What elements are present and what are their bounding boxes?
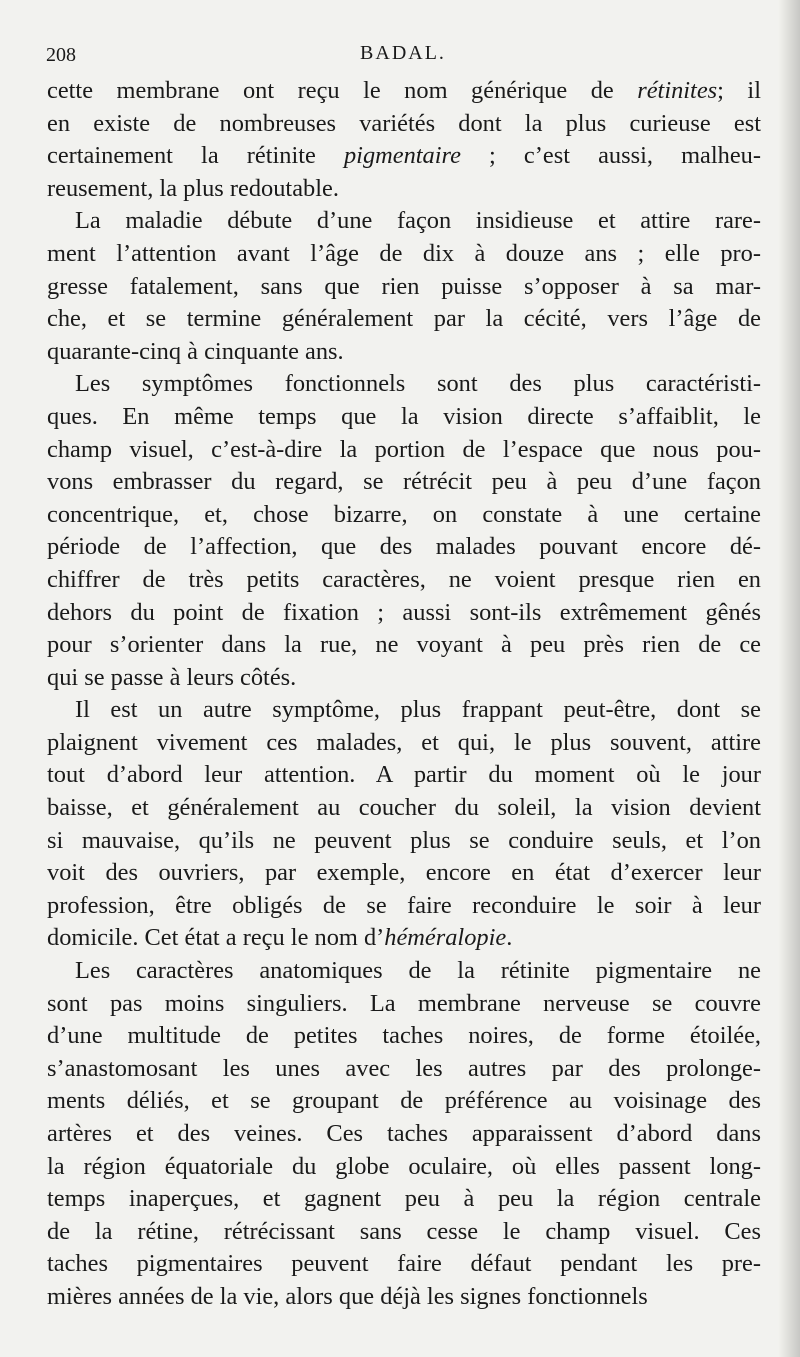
text-line (47, 531, 761, 564)
text-line (47, 1216, 761, 1249)
page-header (46, 40, 760, 70)
text-run: che, et se termine généralement par la cécité, vers l’âge de (47, 305, 761, 333)
text-line (47, 173, 761, 206)
text-line (47, 694, 761, 727)
text-line (47, 205, 761, 238)
text-run: domicile. Cet état a reçu le nom d’ (47, 924, 385, 952)
text-run: champ visuel, c’est-à-dire la portion de l’espace que nous pou- (47, 435, 761, 463)
page-edge-shadow (778, 0, 800, 1357)
text-run: gresse fatalement, sans que rien puisse s’opposer à sa mar- (47, 272, 761, 300)
italic-term: héméralopie (384, 924, 507, 952)
text-line (47, 857, 761, 890)
text-run: ques. En même temps que la vision directe s’affaiblit, le (47, 402, 761, 430)
text-line (47, 1118, 761, 1151)
text-line (47, 75, 761, 108)
text-run: s’anastomosant les unes avec les autres par des prolonge- (47, 1054, 761, 1082)
text-line (47, 988, 761, 1021)
text-run: mières années de la vie, alors que déjà les signes fonctionnels (47, 1282, 648, 1310)
text-line (47, 955, 761, 988)
text-run: ments déliés, et se groupant de préférence au voisinage des (47, 1087, 761, 1115)
text-line (47, 727, 761, 760)
text-line (47, 1248, 761, 1281)
text-line (47, 1020, 761, 1053)
text-line (47, 1183, 761, 1216)
text-run: ment l’attention avant l’âge de dix à douze ans ; elle pro- (47, 239, 761, 267)
text-run: Les symptômes fonctionnels sont des plus caractéristi- (75, 370, 761, 398)
text-run: concentrique, et, chose bizarre, on constate à une certaine (47, 500, 761, 528)
text-line (47, 792, 761, 825)
paragraph (47, 955, 761, 1314)
text-run: La maladie débute d’une façon insidieuse et attire rare- (75, 207, 761, 235)
text-line (47, 922, 761, 955)
text-run: taches pigmentaires peuvent faire défaut pendant les pre- (47, 1250, 761, 1278)
text-line (47, 336, 761, 369)
text-run: période de l’affection, que des malades pouvant encore dé- (47, 533, 761, 561)
text-line (47, 466, 761, 499)
text-run: dehors du point de fixation ; aussi sont-ils extrêmement gênés (47, 598, 761, 626)
text-line (47, 564, 761, 597)
text-run: certainement la rétinite (47, 142, 344, 170)
text-line (47, 597, 761, 630)
running-head: BADAL. (360, 42, 446, 64)
text-line (47, 108, 761, 141)
text-line (47, 238, 761, 271)
text-run: en existe de nombreuses variétés dont la plus curieuse est (47, 109, 761, 137)
text-line (47, 1281, 761, 1314)
text-run: baisse, et généralement au coucher du soleil, la vision devient (47, 794, 761, 822)
text-line (47, 662, 761, 695)
text-line (47, 401, 761, 434)
text-run: artères et des veines. Ces taches apparaissent d’abord dans (47, 1120, 761, 1147)
text-run: temps inaperçues, et gagnent peu à peu la région centrale (47, 1185, 761, 1213)
text-line (47, 1085, 761, 1118)
text-run: vons embrasser du regard, se rétrécit peu à peu d’une façon (47, 468, 761, 496)
text-line (47, 303, 761, 336)
text-line (47, 499, 761, 532)
text-run: de la rétine, rétrécissant sans cesse le champ visuel. Ces (47, 1217, 761, 1245)
text-run: d’une multitude de petites taches noires, de forme étoilée, (47, 1022, 761, 1050)
text-run: chiffrer de très petits caractères, ne voient presque rien en (47, 565, 761, 593)
text-run: cette membrane ont reçu le nom générique de (47, 77, 638, 104)
text-run: . (506, 924, 513, 952)
text-run: si mauvaise, qu’ils ne peuvent plus se conduire seuls, et l’on (47, 826, 761, 854)
paragraph (47, 205, 761, 368)
text-line (47, 825, 761, 858)
text-line (47, 271, 761, 304)
text-run: sont pas moins singuliers. La membrane nerveuse se couvre (47, 989, 761, 1017)
text-line (47, 1053, 761, 1086)
text-run: voit des ouvriers, par exemple, encore en état d’exercer leur (47, 859, 761, 887)
text-run: Les caractères anatomiques de la rétinite pigmentaire ne (75, 957, 761, 985)
paragraph (47, 75, 761, 205)
italic-term: rétinites (637, 77, 718, 104)
body-text (47, 75, 761, 1314)
text-run: pour s’orienter dans la rue, ne voyant à peu près rien de ce (47, 631, 761, 659)
paragraph (47, 694, 761, 955)
text-run: plaignent vivement ces malades, et qui, le plus souvent, attire (47, 728, 761, 756)
text-run: qui se passe à leurs côtés. (47, 663, 297, 691)
text-line (47, 759, 761, 792)
text-line (47, 140, 761, 173)
text-run: ; c’est aussi, malheu- (460, 142, 761, 170)
page-number: 208 (46, 44, 76, 66)
text-line (47, 890, 761, 923)
text-run: ; il (717, 77, 761, 104)
text-run: tout d’abord leur attention. A partir du moment où le jour (47, 761, 761, 789)
text-line (47, 434, 761, 467)
text-run: la région équatoriale du globe oculaire, où elles passent long- (47, 1152, 761, 1180)
text-line (47, 1151, 761, 1184)
text-run: reusement, la plus redoutable. (47, 174, 339, 202)
paragraph (47, 368, 761, 694)
text-run: quarante-cinq à cinquante ans. (47, 337, 344, 365)
text-run: profession, être obligés de se faire reconduire le soir à leur (47, 891, 761, 919)
italic-term: pigmentaire (343, 142, 461, 170)
text-run: Il est un autre symptôme, plus frappant peut-être, dont se (75, 696, 761, 724)
text-line (47, 629, 761, 662)
text-line (47, 368, 761, 401)
